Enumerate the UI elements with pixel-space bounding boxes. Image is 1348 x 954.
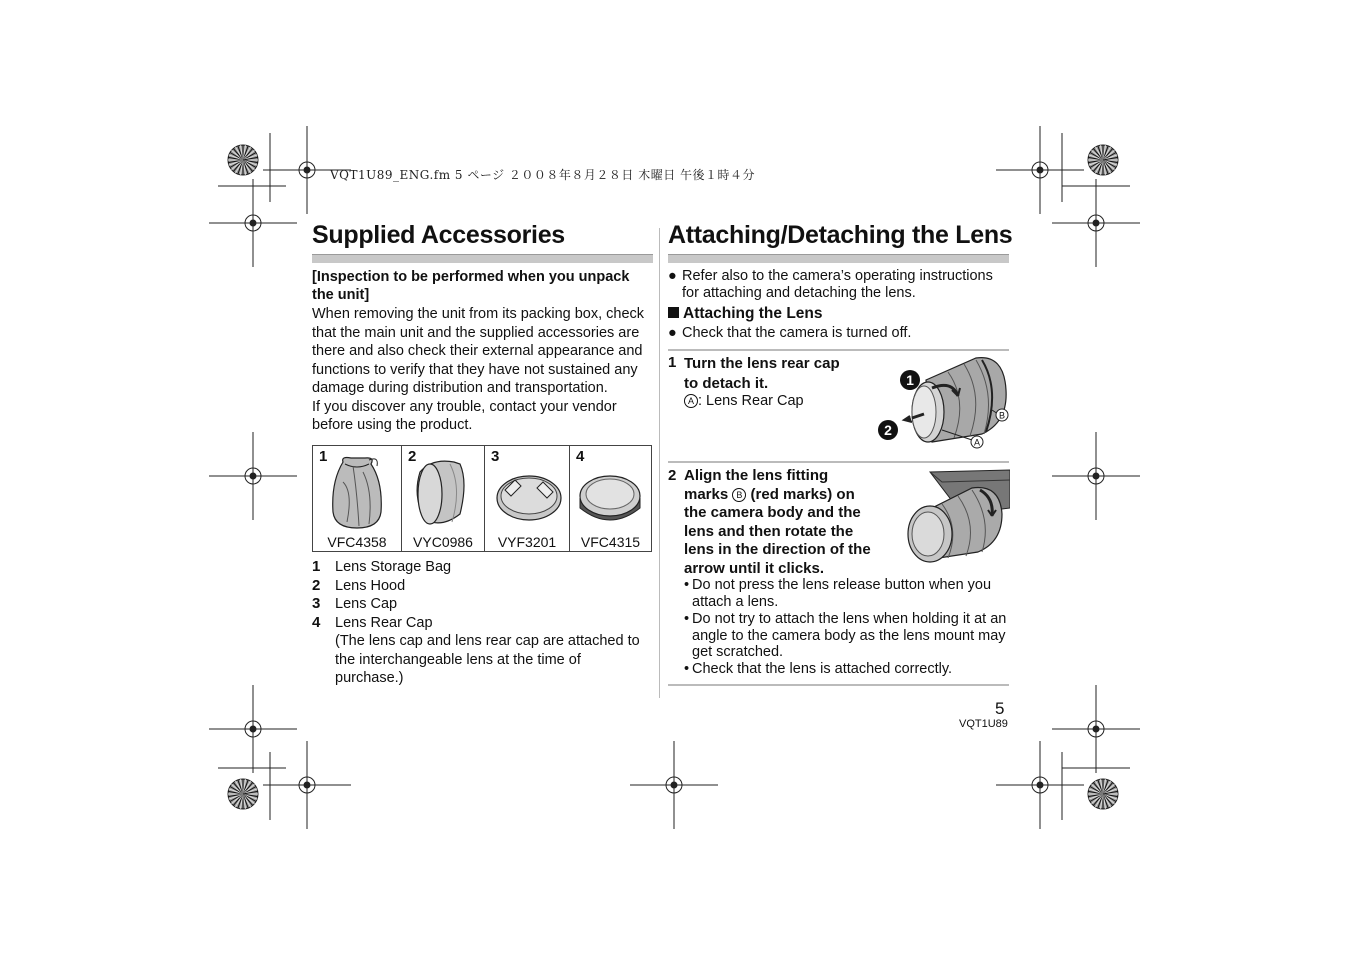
step1-instruction xyxy=(684,354,840,393)
step-line xyxy=(684,486,871,505)
accessory-cell-bag xyxy=(313,446,402,551)
step2-bullet xyxy=(684,661,952,678)
intro-line: for attaching and detaching the lens. xyxy=(682,284,916,301)
bullet-icon: ● xyxy=(668,325,677,341)
accessory-number: 2 xyxy=(408,448,417,465)
callout-1-label: 1 xyxy=(906,372,914,388)
step1-caption xyxy=(684,393,804,409)
list-item-text: Lens Hood xyxy=(335,578,406,594)
body-line: damage during distribution and transportation. xyxy=(312,380,608,396)
list-item-number: 2 xyxy=(312,577,321,594)
accessory-number: 3 xyxy=(491,448,500,465)
accessory-code: VYC0986 xyxy=(413,534,473,550)
registration-mark-icon xyxy=(630,741,718,829)
accessory-number: 4 xyxy=(576,448,585,465)
body-line: before using the product. xyxy=(312,417,473,433)
step-line: lens in the direction of the xyxy=(684,541,871,559)
accessory-code: VYF3201 xyxy=(497,534,557,550)
column-divider xyxy=(659,228,660,698)
list-item-number: 3 xyxy=(312,595,321,612)
accessory-code: VFC4358 xyxy=(327,534,387,550)
cap-note xyxy=(335,632,640,688)
rear-cap-illustration xyxy=(872,350,1012,452)
step1-caption-text: : Lens Rear Cap xyxy=(698,393,804,409)
body-line: If you discover any trouble, contact your vendor xyxy=(312,398,617,415)
check-off-note xyxy=(668,325,911,341)
step-number: 1 xyxy=(668,354,677,371)
color-target-icon xyxy=(228,145,258,175)
bullet-line: angle to the camera body as the lens mount may xyxy=(692,627,1006,644)
accessory-cell-cap xyxy=(485,446,570,551)
page-title-attaching-lens: Attaching/Detaching the Lens xyxy=(668,221,1013,249)
list-item-text: Lens Cap xyxy=(335,596,398,612)
color-target-icon xyxy=(228,779,258,809)
step-line: to detach it. xyxy=(684,374,769,392)
page-number: 5 xyxy=(995,699,1005,718)
accessory-number: 1 xyxy=(319,448,328,465)
registration-mark-icon xyxy=(209,432,297,520)
label-a-icon: A xyxy=(684,394,698,408)
intro-line: Refer also to the camera’s operating instructions xyxy=(682,268,993,284)
registration-mark-icon xyxy=(996,126,1084,214)
list-item-text: Lens Storage Bag xyxy=(335,559,452,575)
bullet-dot-icon: • xyxy=(684,611,690,627)
step-line-part: (red marks) on xyxy=(746,485,855,503)
color-target-icon xyxy=(1088,779,1118,809)
bullet-icon: ● xyxy=(668,268,677,284)
title-rule-right xyxy=(668,254,1009,263)
document-code: VQT1U89 xyxy=(959,718,1008,730)
step2-instruction xyxy=(684,467,871,579)
color-target-icon xyxy=(1088,145,1118,175)
step-number: 2 xyxy=(668,467,677,484)
registration-mark-icon xyxy=(209,685,297,773)
callout-2-label: 2 xyxy=(884,422,892,438)
registration-mark-icon xyxy=(996,741,1084,829)
attach-lens-illustration xyxy=(902,468,1010,564)
step2-bullet xyxy=(684,611,1006,661)
registration-mark-icon xyxy=(1052,685,1140,773)
accessory-code: VFC4315 xyxy=(580,534,641,550)
step-line: Turn the lens rear cap xyxy=(684,355,840,372)
label-a-text: A xyxy=(973,437,981,448)
accessories-table xyxy=(312,445,652,552)
body-line: that the main unit and the supplied accessories are xyxy=(312,324,640,341)
intro-note xyxy=(668,268,993,301)
step2-bullet xyxy=(684,577,991,610)
bullet-dot-icon: • xyxy=(684,577,690,593)
registration-mark-icon xyxy=(1052,179,1140,267)
check-off-text: Check that the camera is turned off. xyxy=(682,325,912,341)
note-line: the interchangeable lens at the time of xyxy=(335,651,581,668)
square-bullet-icon xyxy=(668,307,679,318)
body-line: functions to verify that they have not sustained any xyxy=(312,361,638,378)
step-line: the camera body and the xyxy=(684,504,861,522)
note-line: purchase.) xyxy=(335,670,404,686)
bullet-line: attach a lens. xyxy=(692,593,779,610)
registration-mark-icon xyxy=(263,741,351,829)
note-line: (The lens cap and lens rear cap are attached to xyxy=(335,633,640,649)
step-line: arrow until it clicks. xyxy=(684,559,825,577)
bullet-line: Check that the lens is attached correctly. xyxy=(692,661,953,677)
page-title-supplied-accessories: Supplied Accessories xyxy=(312,221,565,249)
bullet-dot-icon: • xyxy=(684,661,690,677)
registration-mark-icon xyxy=(209,179,297,267)
section-heading xyxy=(668,305,823,323)
inspection-heading: [Inspection to be performed when you unpack the unit] xyxy=(312,269,630,303)
bullet-line: Do not try to attach the lens when holding it at an xyxy=(692,611,1007,627)
section-heading-text: Attaching the Lens xyxy=(683,305,823,322)
inspection-body xyxy=(312,305,644,435)
label-b-text: B xyxy=(998,410,1006,421)
label-b-icon: B xyxy=(732,488,746,502)
list-item-text: Lens Rear Cap xyxy=(335,615,433,631)
step-line-part: marks xyxy=(684,485,733,503)
print-header: VQT1U89_ENG.fm 5 ページ ２００８年８月２８日 木曜日 午後１時４分 xyxy=(330,168,756,182)
list-item-number: 4 xyxy=(312,614,321,631)
bullet-line: Do not press the lens release button when you xyxy=(692,577,992,593)
bullet-line: get scratched. xyxy=(692,644,784,661)
body-line: there and also check their external appearance and xyxy=(312,343,643,359)
step-divider xyxy=(668,684,1009,686)
accessory-cell-rear-cap xyxy=(570,446,651,551)
step-divider xyxy=(668,461,1009,463)
title-rule-left xyxy=(312,254,653,263)
registration-mark-icon xyxy=(1052,432,1140,520)
step-line: lens and then rotate the xyxy=(684,522,854,540)
accessory-cell-hood xyxy=(402,446,485,551)
list-item-number: 1 xyxy=(312,558,321,575)
body-line: When removing the unit from its packing box, check xyxy=(312,306,645,322)
step-line: Align the lens fitting xyxy=(684,467,829,484)
